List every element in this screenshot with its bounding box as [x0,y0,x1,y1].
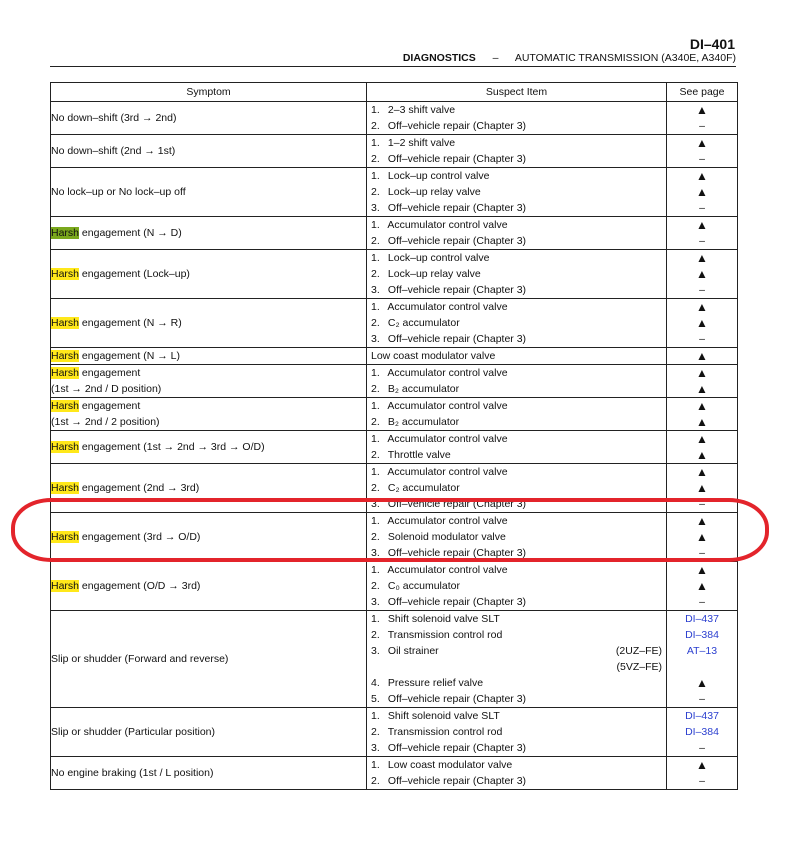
suspect-items-cell [367,365,667,398]
item-text: Accumulator control valve [387,433,508,445]
suspect-item [367,431,666,447]
item-text: Accumulator control valve [387,515,508,527]
item-number: 1. [371,104,380,116]
symptom-cell [51,611,367,708]
triangle-icon: ▲ [696,563,708,577]
page-reference-link[interactable]: DI–384 [685,726,719,738]
item-text: Throttle valve [387,449,451,461]
symptom-line [51,724,366,740]
suspect-item [367,529,666,545]
item-text: Transmission control rod [387,629,503,641]
triangle-icon: ▲ [696,758,708,772]
see-page-cell [667,708,738,757]
suspect-items-cell [367,464,667,513]
item-number: 2. [371,580,380,592]
triangle-icon: ▲ [696,218,708,232]
suspect-item [367,299,666,315]
symptom-text: (1st → 2nd / 2 position) [51,416,160,428]
table-row [51,299,738,348]
item-number: 2. [371,416,380,428]
column-header-suspect-item: Suspect Item [367,83,667,102]
symptom-line [51,398,366,414]
table-row [51,217,738,250]
item-text: Off–vehicle repair (Chapter 3) [387,153,527,165]
item-number: 3. [371,333,380,345]
item-text: Accumulator control valve [387,564,508,576]
suspect-item [367,233,666,249]
table-row [51,757,738,790]
see-page-cell [667,398,738,431]
suspect-item [367,168,666,184]
item-text: 1–2 shift valve [387,137,456,149]
item-number: 3. [371,498,380,510]
item-number: 1. [371,433,380,445]
symptom-line [51,184,366,200]
column-header-symptom: Symptom [51,83,367,102]
triangle-icon: ▲ [696,415,708,429]
symptom-cell [51,464,367,513]
item-text: Solenoid modulator valve [387,531,506,543]
suspect-item [367,381,666,397]
symptom-text: engagement (N → R) [79,317,182,329]
item-text: 2–3 shift valve [387,104,456,116]
item-number: 2. [371,235,380,247]
symptom-text: engagement (1st → 2nd → 3rd → O/D) [79,441,265,453]
page-reference-link[interactable]: DI–437 [685,613,719,625]
no-reference-dash: – [699,153,705,165]
item-number: 5. [371,693,380,705]
symptom-text: engagement (N → D) [79,227,182,239]
suspect-items-cell [367,217,667,250]
symptom-cell [51,348,367,365]
item-text: Low coast modulator valve [371,350,496,362]
triangle-icon: ▲ [696,382,708,396]
item-number: 1. [371,710,380,722]
suspect-item [367,740,666,756]
symptom-line [51,110,366,126]
page-number: DI–401 [689,36,735,52]
item-number: 3. [371,742,380,754]
item-text: Off–vehicle repair (Chapter 3) [387,498,527,510]
symptom-text: (1st → 2nd / D position) [51,383,162,395]
diagnostic-table [50,82,738,790]
symptom-cell [51,513,367,562]
symptom-cell [51,135,367,168]
no-reference-dash: – [699,235,705,247]
highlighted-word: Harsh [51,227,80,239]
see-page-cell [667,168,738,217]
suspect-item [367,757,666,773]
table-row [51,398,738,431]
highlighted-word: Harsh [51,350,80,362]
table-row [51,464,738,513]
symptom-cell [51,757,367,790]
suspect-item [367,414,666,430]
no-reference-dash: – [699,742,705,754]
item-text: Off–vehicle repair (Chapter 3) [387,235,527,247]
suspect-item [367,282,666,298]
engine-variant: (5VZ–FE) [616,661,662,673]
item-number: 1. [371,400,380,412]
highlighted-word: Harsh [51,400,80,412]
symptom-cell [51,398,367,431]
suspect-item [367,643,666,659]
highlighted-word: Harsh [51,317,80,329]
item-number: 1. [371,466,380,478]
symptom-cell [51,365,367,398]
triangle-icon: ▲ [696,316,708,330]
suspect-item [367,773,666,789]
suspect-item [367,611,666,627]
symptom-line [51,225,366,241]
item-text: C₂ accumulator [387,482,460,494]
running-header [50,52,736,64]
item-number: 2. [371,268,380,280]
highlighted-word: Harsh [51,268,80,280]
item-number: 3. [371,202,380,214]
item-text: Off–vehicle repair (Chapter 3) [387,742,527,754]
see-page-cell [667,348,738,365]
suspect-item [367,675,666,691]
no-reference-dash: – [699,284,705,296]
triangle-icon: ▲ [696,300,708,314]
triangle-icon: ▲ [696,448,708,462]
triangle-icon: ▲ [696,185,708,199]
item-number: 2. [371,531,380,543]
suspect-items-cell [367,757,667,790]
header-separator: – [492,52,499,64]
item-number: 4. [371,677,380,689]
suspect-items-cell [367,102,667,135]
see-page-cell [667,513,738,562]
suspect-items-cell [367,431,667,464]
symptom-text: engagement (Lock–up) [79,268,190,280]
suspect-items-cell [367,398,667,431]
symptom-text: Slip or shudder (Forward and reverse) [51,653,229,665]
symptom-text: engagement (O/D → 3rd) [79,580,201,592]
no-reference-dash: – [699,120,705,132]
suspect-item [367,447,666,463]
suspect-item [367,464,666,480]
item-number: 2. [371,186,380,198]
symptom-cell [51,217,367,250]
suspect-item [367,250,666,266]
highlighted-word: Harsh [51,580,80,592]
symptom-cell [51,431,367,464]
suspect-item [367,545,666,561]
triangle-icon: ▲ [696,103,708,117]
suspect-items-cell [367,299,667,348]
highlighted-word: Harsh [51,441,80,453]
suspect-items-cell [367,348,667,365]
symptom-line [51,439,366,455]
item-text: Off–vehicle repair (Chapter 3) [387,120,527,132]
item-text: Shift solenoid valve SLT [387,710,500,722]
symptom-cell [51,168,367,217]
triangle-icon: ▲ [696,514,708,528]
page-reference-link[interactable]: DI–384 [685,629,719,641]
no-reference-dash: – [699,693,705,705]
triangle-icon: ▲ [696,267,708,281]
suspect-item [367,331,666,347]
item-number: 2. [371,383,380,395]
suspect-items-cell [367,513,667,562]
engine-variant: (2UZ–FE) [615,645,662,657]
triangle-icon: ▲ [696,349,708,363]
symptom-text: Slip or shudder (Particular position) [51,726,215,738]
see-page-cell [667,217,738,250]
symptom-line [51,365,366,381]
table-row [51,168,738,217]
item-number: 2. [371,317,380,329]
suspect-items-cell [367,708,667,757]
no-reference-dash: – [699,775,705,787]
suspect-item [367,151,666,167]
triangle-icon: ▲ [696,481,708,495]
item-number: 3. [371,596,380,608]
suspect-item [367,102,666,118]
see-page-cell [667,757,738,790]
symptom-line [51,529,366,545]
symptom-line [51,315,366,331]
suspect-item [367,659,666,675]
item-text: Transmission control rod [387,726,503,738]
symptom-text: engagement (2nd → 3rd) [79,482,200,494]
symptom-text: engagement [79,367,141,379]
suspect-item [367,578,666,594]
item-number: 1. [371,301,380,313]
item-number: 1. [371,759,380,771]
suspect-item [367,266,666,282]
item-number: 2. [371,482,380,494]
triangle-icon: ▲ [696,251,708,265]
suspect-item [367,627,666,643]
item-number: 2. [371,629,380,641]
item-text: C₂ accumulator [387,317,460,329]
item-number: 1. [371,170,380,182]
suspect-item [367,135,666,151]
no-reference-dash: – [699,498,705,510]
item-text: C₀ accumulator [387,580,460,592]
suspect-item [367,118,666,134]
table-row [51,250,738,299]
symptom-line [51,348,366,364]
item-number: 2. [371,449,380,461]
item-number: 2. [371,120,380,132]
suspect-item [367,594,666,610]
item-text: Off–vehicle repair (Chapter 3) [387,775,527,787]
item-text: Lock–up control valve [387,252,490,264]
triangle-icon: ▲ [696,465,708,479]
item-number: 1. [371,252,380,264]
suspect-item [367,217,666,233]
item-number: 2. [371,153,380,165]
header-rule [50,66,736,67]
triangle-icon: ▲ [696,432,708,446]
suspect-item [367,398,666,414]
see-page-cell [667,250,738,299]
item-text: Lock–up control valve [387,170,490,182]
item-text: Accumulator control valve [387,367,508,379]
suspect-item [367,691,666,707]
symptom-line [51,480,366,496]
suspect-items-cell [367,135,667,168]
table-row [51,135,738,168]
no-reference-dash: – [699,333,705,345]
highlighted-word: Harsh [51,531,80,543]
symptom-text: No down–shift (2nd → 1st) [51,145,176,157]
item-text: Accumulator control valve [387,466,508,478]
symptom-line [51,381,366,397]
item-number: 2. [371,775,380,787]
item-number: 1. [371,564,380,576]
item-number: 1. [371,219,380,231]
symptom-line [51,765,366,781]
highlighted-word: Harsh [51,482,80,494]
item-number: 3. [371,645,380,657]
table-row [51,513,738,562]
section-title: DIAGNOSTICS [402,52,476,64]
suspect-item [367,184,666,200]
item-text: Accumulator control valve [387,301,508,313]
see-page-cell [667,431,738,464]
symptom-text: engagement (3rd → O/D) [79,531,201,543]
item-text: Lock–up relay valve [387,186,481,198]
triangle-icon: ▲ [696,676,708,690]
item-number: 3. [371,547,380,559]
table-row [51,431,738,464]
see-page-cell [667,102,738,135]
empty-line [667,659,737,675]
see-page-cell [667,562,738,611]
symptom-text: No lock–up or No lock–up off [51,186,186,198]
item-text: Off–vehicle repair (Chapter 3) [387,693,527,705]
symptom-cell [51,708,367,757]
item-text: Accumulator control valve [387,219,508,231]
symptom-line [51,414,366,430]
table-row [51,562,738,611]
symptom-cell [51,562,367,611]
table-body [51,102,738,790]
suspect-item [367,200,666,216]
suspect-item [367,348,666,364]
see-page-cell [667,365,738,398]
symptom-cell [51,102,367,135]
table-header-row [51,83,738,102]
item-number: 1. [371,367,380,379]
item-text: Shift solenoid valve SLT [387,613,500,625]
item-text: Off–vehicle repair (Chapter 3) [387,284,527,296]
table-row [51,611,738,708]
triangle-icon: ▲ [696,530,708,544]
item-number: 3. [371,284,380,296]
table-row [51,708,738,757]
triangle-icon: ▲ [696,366,708,380]
suspect-items-cell [367,168,667,217]
section-subtitle: AUTOMATIC TRANSMISSION (A340E, A340F) [514,52,736,64]
symptom-line [51,266,366,282]
triangle-icon: ▲ [696,136,708,150]
suspect-item [367,724,666,740]
suspect-item [367,496,666,512]
symptom-line [51,143,366,159]
symptom-line [51,578,366,594]
symptom-text: engagement [79,400,141,412]
item-text: Off–vehicle repair (Chapter 3) [387,596,527,608]
see-page-cell [667,464,738,513]
see-page-cell [667,299,738,348]
suspect-items-cell [367,562,667,611]
item-text: Off–vehicle repair (Chapter 3) [387,333,527,345]
triangle-icon: ▲ [696,399,708,413]
see-page-cell [667,611,738,708]
item-text: Accumulator control valve [387,400,508,412]
column-header-see-page: See page [667,83,738,102]
item-number: 1. [371,137,380,149]
item-text: Low coast modulator valve [387,759,513,771]
symptom-text: No engine braking (1st / L position) [51,767,214,779]
highlighted-word: Harsh [51,367,80,379]
item-number: 2. [371,726,380,738]
page-reference-link[interactable]: AT–13 [686,645,718,657]
suspect-item [367,513,666,529]
item-text: Lock–up relay valve [387,268,481,280]
table-row [51,365,738,398]
item-text: B₂ accumulator [387,383,460,395]
suspect-item [367,315,666,331]
suspect-item [367,562,666,578]
page-reference-link[interactable]: DI–437 [685,710,719,722]
suspect-items-cell [367,611,667,708]
suspect-item [367,365,666,381]
suspect-item [367,480,666,496]
symptom-text: engagement (N → L) [79,350,180,362]
symptom-line [51,651,366,667]
item-text: Off–vehicle repair (Chapter 3) [387,547,527,559]
triangle-icon: ▲ [696,169,708,183]
item-text: B₂ accumulator [387,416,460,428]
see-page-cell [667,135,738,168]
item-text: Off–vehicle repair (Chapter 3) [387,202,527,214]
item-text: Oil strainer [387,645,439,657]
triangle-icon: ▲ [696,579,708,593]
symptom-cell [51,250,367,299]
item-text: Pressure relief valve [387,677,484,689]
no-reference-dash: – [699,547,705,559]
symptom-text: No down–shift (3rd → 2nd) [51,112,177,124]
item-number: 1. [371,515,380,527]
table-row [51,348,738,365]
table-row [51,102,738,135]
suspect-items-cell [367,250,667,299]
symptom-cell [51,299,367,348]
no-reference-dash: – [699,596,705,608]
no-reference-dash: – [699,202,705,214]
item-number: 1. [371,613,380,625]
suspect-item [367,708,666,724]
